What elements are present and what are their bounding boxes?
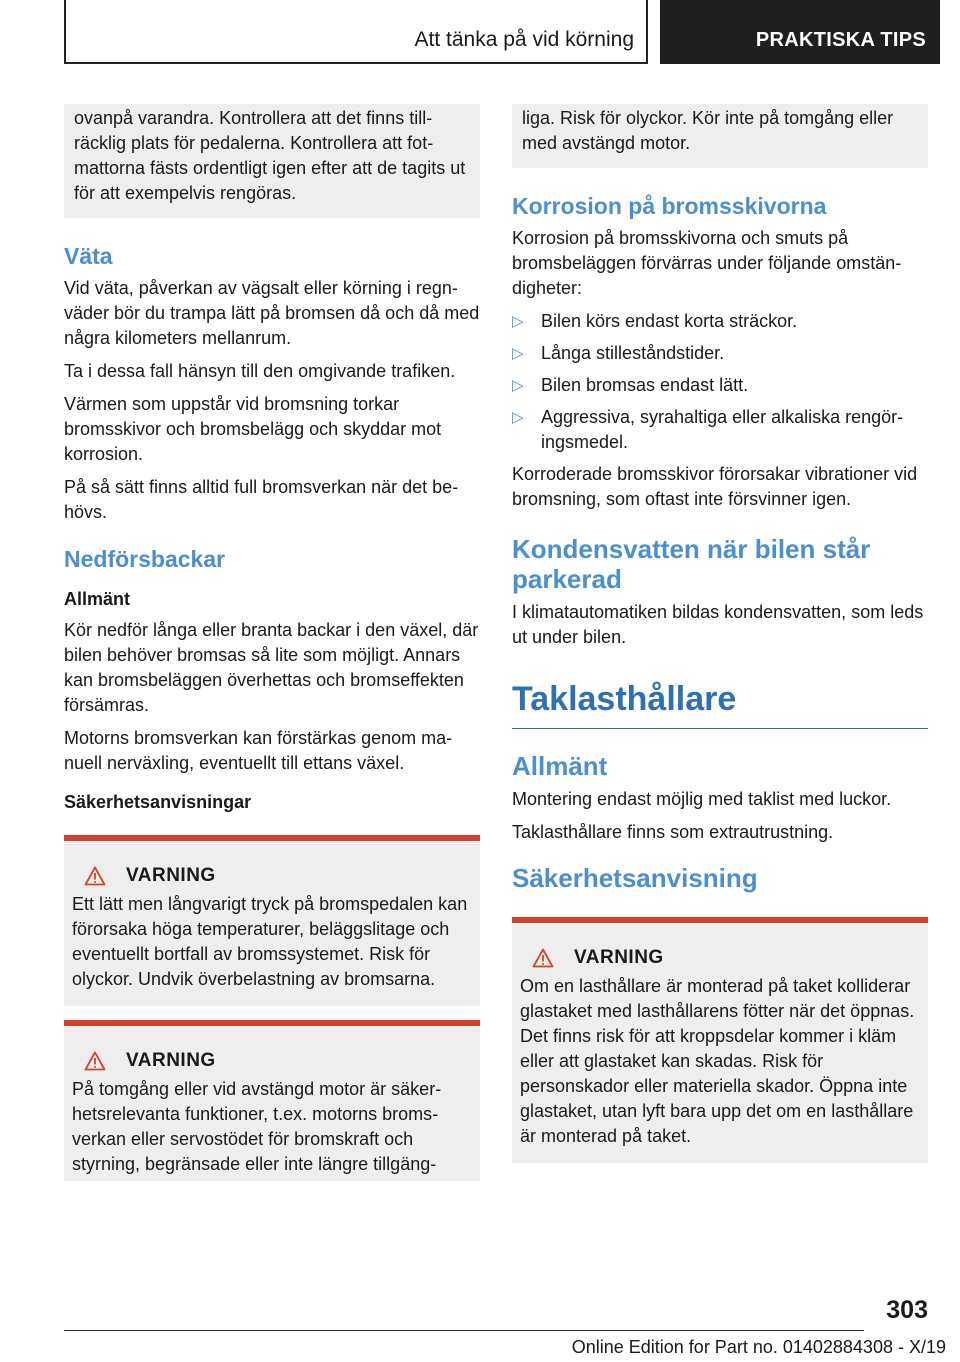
footer-edition-text: Online Edition for Part no. 01402884308 - X/19 (571, 1337, 946, 1357)
warning-title: VARNING (126, 1050, 216, 1071)
wet-paragraph-4: På så sätt finns alltid full bromsverkan när det behövs. (64, 477, 459, 522)
list-item: ▷ Långa stilleståndstider. (512, 341, 928, 366)
heading-condensate: Kondensvatten när bilen står parkerad (512, 534, 871, 594)
warning-title: VARNING (574, 947, 664, 968)
footer-divider (64, 1330, 864, 1331)
corrosion-bullet-list (512, 309, 928, 455)
continued-note-box (64, 104, 480, 218)
continued-warning-box (512, 104, 928, 168)
heading-wet: Väta (64, 243, 113, 269)
list-item: ▷ Bilen bromsas endast lätt. (512, 373, 928, 398)
header-chapter-box (660, 0, 940, 64)
warning-box-roof-rack (512, 917, 928, 1163)
warning-triangle-icon (84, 1051, 106, 1071)
wet-paragraph-3: Värmen som uppstår vid bromsning torkar bromsskivor och bromsbelägg och skyddar mot korrosion. (64, 394, 442, 464)
warning-text: Ett lätt men långvarigt tryck på bromspedalen kan förorsaka höga temperaturer, beläggslitage och eventuellt bortfall av bromssystemet. Risk för olyckor. Undvik överbelastning av bromsarna. (72, 894, 468, 989)
downhill-paragraph-1: Kör nedför långa eller branta backar i den växel, där bilen behöver bromsas så lite som möjligt. Annars kan bromsbeläggen överhettas och bromseffekten försämras. (64, 620, 479, 715)
subheading-safety: Säkerhetsanvisningar (64, 792, 252, 812)
header-section-box (64, 0, 648, 64)
heading-safety: Säkerhetsanvisning (512, 863, 758, 893)
heading-general: Allmänt (512, 751, 608, 781)
continued-note-text: ovanpå varandra. Kontrollera att det finns tillräcklig plats för pedalerna. Kontrollera att fotmattorna fästs ordentligt igen efter att de tagits ut för att exempelvis rengöras. (74, 108, 466, 203)
triangle-right-icon: ▷ (512, 409, 524, 426)
triangle-right-icon: ▷ (512, 345, 524, 362)
heading-roof-rack: Taklasthållare (512, 678, 928, 729)
header-section-title: Att tänka på vid körning (414, 28, 634, 51)
subheading-general: Allmänt (64, 589, 131, 609)
header-chapter-title: PRAKTISKA TIPS (755, 29, 926, 51)
right-column (512, 104, 928, 1163)
list-item: ▷ Bilen körs endast korta sträckor. (512, 309, 928, 334)
corrosion-paragraph-1: Korrosion på bromsskivorna och smuts på bromsbeläggen förvärras under följande omständigheter: (512, 228, 902, 298)
triangle-right-icon: ▷ (512, 313, 524, 330)
triangle-right-icon: ▷ (512, 377, 524, 394)
general-paragraph-1: Montering endast möjlig med taklist med luckor. (512, 789, 892, 809)
heading-corrosion: Korrosion på bromsskivorna (512, 193, 827, 219)
wet-paragraph-2: Ta i dessa fall hänsyn till den omgivande trafiken. (64, 361, 456, 381)
corrosion-paragraph-2: Korroderade bromsskivor förorsakar vibrationer vid bromsning, som oftast inte försvinner igen. (512, 464, 918, 509)
wet-paragraph-1: Vid väta, påverkan av vägsalt eller körning i regnväder bör du trampa lätt på bromsen då och då med några kilometers mellanrum. (64, 278, 480, 348)
continued-warning-text: liga. Risk för olyckor. Kör inte på tomgång eller med avstängd motor. (522, 108, 894, 153)
general-paragraph-2: Taklasthållare finns som extrautrustning. (512, 822, 834, 842)
warning-box-brake-pressure (64, 835, 480, 1006)
warning-triangle-icon (84, 866, 106, 886)
list-item: ▷ Aggressiva, syrahaltiga eller alkaliska rengöringsmedel. (512, 407, 904, 452)
page-number: 303 (886, 1296, 928, 1324)
downhill-paragraph-2: Motorns bromsverkan kan förstärkas genom manuell nerväxling, eventuellt till ettans växel. (64, 728, 453, 773)
warning-text: Om en lasthållare är monterad på taket kolliderar glastaket med lasthållarens fötter när det öppnas. Det finns risk för att kroppsdelar kommer i kläm eller att glastaket kan skadas. Risk för personskador eller materiella skador. Öppna inte glastaket, utan lyft bara upp det om en lasthållare är monterad på taket. (520, 976, 915, 1146)
left-column (64, 104, 480, 1181)
warning-title: VARNING (126, 865, 216, 886)
warning-box-idle (64, 1020, 480, 1181)
condensate-paragraph: I klimatautomatiken bildas kondensvatten, som leds ut under bilen. (512, 602, 924, 647)
warning-triangle-icon (532, 948, 554, 968)
warning-text: På tomgång eller vid avstängd motor är säkerhetsrelevanta funktioner, t.ex. motorns bromsverkan eller servostödet för bromskraft och styrning, begränsade eller inte längre tillgäng- (72, 1079, 442, 1174)
heading-downhill: Nedförsbackar (64, 546, 226, 572)
